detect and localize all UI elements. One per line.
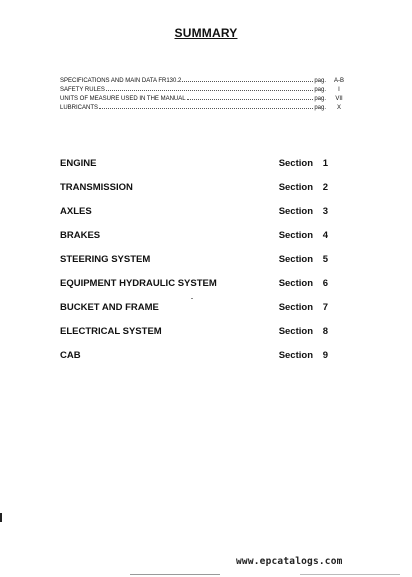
binding-mark xyxy=(0,513,2,522)
scan-edge-line xyxy=(130,574,220,575)
toc-page-ref: A-B xyxy=(333,78,344,84)
front-matter-index xyxy=(60,76,352,112)
toc-page-ref: X xyxy=(336,105,341,111)
dot-leader xyxy=(106,85,313,91)
dot-leader xyxy=(182,76,313,82)
toc-page-ref: I xyxy=(338,87,340,93)
toc-label: SPECIFICATIONS AND MAIN DATA FR130.2 xyxy=(60,78,182,84)
toc-pag: pag. xyxy=(314,96,326,102)
section-name: AXLES xyxy=(60,206,92,217)
section-word: Section xyxy=(278,326,313,337)
page-title: SUMMARY xyxy=(174,26,238,40)
section-row-brakes xyxy=(60,230,328,254)
section-name: ENGINE xyxy=(60,158,97,169)
section-name: ELECTRICAL SYSTEM xyxy=(60,326,162,337)
section-word: Section xyxy=(278,350,313,361)
toc-row-specifications xyxy=(60,76,352,85)
section-name: STEERING SYSTEM xyxy=(60,254,151,265)
toc-pag: pag. xyxy=(314,105,326,111)
toc-row-safety-rules xyxy=(60,85,352,94)
section-word: Section xyxy=(278,158,313,169)
section-row-equipment-hydraulic-system xyxy=(60,278,328,302)
toc-label: UNITS OF MEASURE USED IN THE MANUAL xyxy=(60,96,186,102)
scan-edge-line xyxy=(300,574,400,575)
toc-row-units-of-measure xyxy=(60,94,352,103)
section-word: Section xyxy=(278,182,313,193)
section-word: Section xyxy=(278,206,313,217)
section-number: 5 xyxy=(322,254,328,265)
section-number: 3 xyxy=(322,206,328,217)
section-number: 7 xyxy=(322,302,328,313)
toc-label: LUBRICANTS xyxy=(60,105,99,111)
dot-leader xyxy=(99,103,313,109)
section-word: Section xyxy=(278,254,313,265)
section-row-transmission xyxy=(60,182,328,206)
section-number: 6 xyxy=(322,278,328,289)
section-row-cab xyxy=(60,350,328,374)
section-number: 8 xyxy=(322,326,328,337)
section-name: CAB xyxy=(60,350,81,361)
toc-row-lubricants xyxy=(60,103,352,112)
scan-speck xyxy=(191,298,193,299)
section-number: 2 xyxy=(322,182,328,193)
section-name: EQUIPMENT HYDRAULIC SYSTEM xyxy=(60,278,217,289)
toc-pag: pag. xyxy=(314,87,326,93)
dot-leader xyxy=(187,94,314,100)
section-name: TRANSMISSION xyxy=(60,182,133,193)
section-row-axles xyxy=(60,206,328,230)
toc-pag: pag. xyxy=(314,78,326,84)
section-row-engine xyxy=(60,158,328,182)
section-name: BUCKET AND FRAME xyxy=(60,302,159,313)
section-row-electrical-system xyxy=(60,326,328,350)
toc-label: SAFETY RULES xyxy=(60,87,105,93)
section-number: 9 xyxy=(322,350,328,361)
section-number: 4 xyxy=(322,230,328,241)
section-name: BRAKES xyxy=(60,230,101,241)
watermark-url: www.epcatalogs.com xyxy=(236,556,343,567)
section-row-bucket-and-frame xyxy=(60,302,328,326)
toc-page-ref: VII xyxy=(335,96,343,102)
section-index xyxy=(60,158,328,374)
section-word: Section xyxy=(278,302,313,313)
section-word: Section xyxy=(278,278,313,289)
section-word: Section xyxy=(278,230,313,241)
section-number: 1 xyxy=(322,158,328,169)
section-row-steering-system xyxy=(60,254,328,278)
